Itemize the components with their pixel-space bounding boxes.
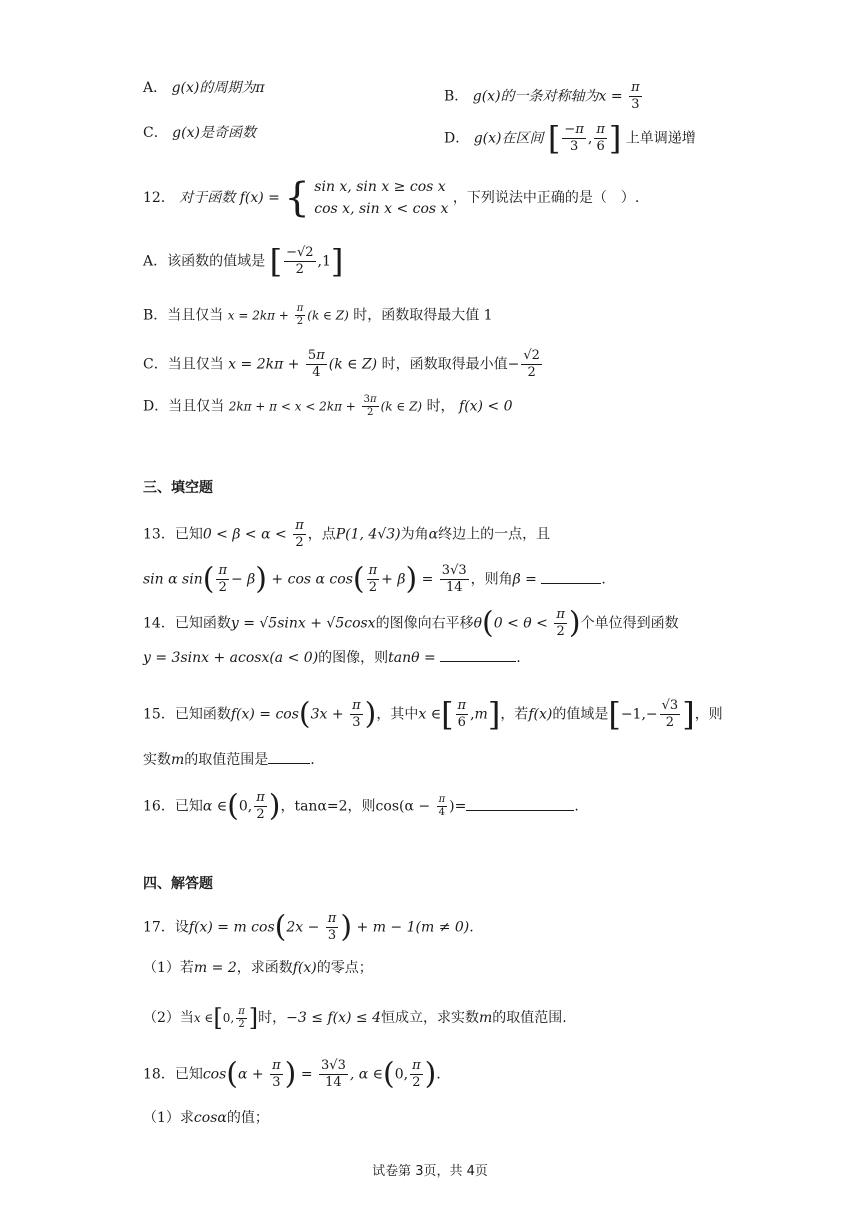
q17-p2-label: （2）当: [143, 1010, 194, 1026]
q12-case-1: sin x, sin x ≥ cos x: [314, 179, 446, 195]
q15-answer-blank[interactable]: [268, 751, 310, 764]
q13-alpha: α: [428, 526, 439, 543]
q12-option-b-cond: (k ∈ Z): [307, 308, 349, 323]
q14-line-1: 14．已知函数y = √5sinx + √5cosx的图像向右平移θ(0 < θ < $\frac{\pi}{2}$ )个单位得到函数: [143, 605, 679, 641]
q18-equals: =: [296, 1066, 318, 1083]
q17-p2-m: m: [478, 1010, 493, 1026]
q12-option-b-math: x = 2kπ +: [227, 308, 293, 323]
q14-text-2: 个单位得到函数: [580, 615, 679, 632]
q11-option-d-text: g(x)在区间: [473, 130, 544, 147]
q13-text-3: 终边上的一点，且: [438, 526, 551, 543]
fraction-pi-over-3: $\frac{\pi}{3}$: [631, 80, 640, 112]
q15-fx: f(x): [528, 706, 553, 723]
q13-text-4: ，则角: [470, 571, 513, 588]
q14-tan: tanθ =: [388, 650, 441, 666]
q18-p1-tail: 的值；: [226, 1110, 269, 1126]
q12-case-2: cos x, sin x < cos x: [314, 201, 449, 217]
section-3-title: 三、填空题: [143, 480, 213, 496]
q12-option-c-cond: (k ∈ Z): [328, 356, 378, 373]
q12-option-a-text: A．该函数的值域是: [143, 253, 266, 270]
q12-option-d-cond: (k ∈ Z): [380, 399, 423, 414]
q11-option-c: [143, 123, 256, 143]
q11-option-d-label: D．: [444, 130, 470, 147]
q14-theta: θ: [473, 615, 483, 632]
q13-number: 13．已知: [143, 526, 203, 543]
q11-option-d-suffix: 上单调递增: [625, 130, 696, 147]
q17-part-2: （2）当x ∈[0, $\frac{\pi}{2}$ ]时，−3 ≤ f(x) ≤ 4恒成立，求实数m的取值范围.: [143, 1004, 567, 1032]
q12-option-d: D．当且仅当 2kπ + π < x < 2kπ + $\frac{3\pi}{2}$ (k ∈ Z) 时， f(x) < 0: [143, 394, 513, 418]
q17-p1-text: ，求函数: [236, 960, 293, 976]
q14-text-3: 的图像，则: [318, 650, 389, 666]
q11-option-c-label: C．: [143, 125, 168, 141]
q14-period: .: [516, 650, 521, 666]
q18-alpha-in: , α ∈: [349, 1066, 384, 1083]
q13-answer-blank[interactable]: [541, 571, 601, 584]
q13-beta: β =: [512, 571, 542, 588]
q14-function: y = √5sinx + √5cosx: [230, 615, 376, 632]
q17-function-tail: + m − 1: [352, 919, 416, 936]
q17-period: .: [469, 919, 474, 936]
q12-option-c-prefix: C．当且仅当: [143, 356, 224, 373]
q15-line-1: 15．已知函数f(x) = cos(3x + $\frac{\pi}{3}$ )，其中x ∈[ $\frac{\pi}{6}$ ,m]，若f(x)的值域是[−1,− $\frac{√3}{2}$ ]，则: [143, 695, 723, 734]
q17-p2-domain: x ∈: [193, 1011, 214, 1025]
q12-stem-suffix: ，下列说法中正确的是（ ）.: [452, 190, 640, 206]
section-4-title: 四、解答题: [143, 876, 213, 892]
q17-condition: (m ≠ 0): [415, 919, 470, 936]
q13-text-2: 为角: [400, 526, 429, 543]
q18-part-1: [143, 1108, 269, 1128]
q12-option-a: A．该函数的值域是 [ $\frac{-√2}{2}$ ,1]: [143, 242, 344, 281]
q13-point: P(1, 4√3): [335, 526, 401, 543]
q16-answer-blank[interactable]: [466, 798, 574, 811]
q12-option-b-suffix: 时，函数取得最大值 1: [353, 307, 493, 324]
page-footer: 试卷第 3页，共 4页: [372, 1164, 488, 1179]
q12-option-c: C．当且仅当 x = 2kπ + $\frac{5\pi}{4}$ (k ∈ Z) 时，函数取得最小值− $\frac{√2}{2}$: [143, 348, 540, 380]
q11-option-a-text: g(x)的周期为π: [171, 80, 265, 96]
q15-text-1: ，其中: [376, 706, 419, 723]
q17-p2-tail: 的取值范围.: [492, 1010, 567, 1026]
q17-p2-inequality: −3 ≤ f(x) ≤ 4: [286, 1010, 381, 1026]
q12-option-d-math: 2kπ + π < x < 2kπ +: [228, 399, 360, 414]
q11-option-c-text: g(x)是奇函数: [172, 125, 256, 141]
q13-inequality: 0 < β < α <: [202, 526, 292, 543]
q17-p1-tail: 的零点；: [316, 960, 373, 976]
q12-cases: [314, 176, 448, 220]
q12-option-b-prefix: B．当且仅当: [143, 307, 224, 324]
q13-text-1: ，点: [307, 526, 336, 543]
q12-stem-prefix: 对于函数 f(x) =: [179, 190, 285, 206]
q11-option-a-label: A．: [143, 80, 168, 96]
q14-answer-blank[interactable]: [440, 649, 516, 662]
q15-text-2: ，若: [500, 706, 529, 723]
q17-function: f(x) = m cos: [188, 919, 275, 936]
q15-m: m: [171, 752, 185, 768]
q17-p2-text-1: 时，: [258, 1010, 287, 1026]
q13-cos-expr: + cos α cos: [266, 571, 353, 588]
q11-option-d: D． g(x)在区间 [ $\frac{-\pi}{3}$ , $\frac{\pi}{6}$ ] 上单调递增: [444, 119, 696, 158]
q15-line-2: [143, 750, 315, 770]
q16-line: 16．已知α ∈(0, $\frac{\pi}{2}$ )，tanα=2，则cos(α − $\frac{\pi}{4}$ )= .: [143, 788, 579, 824]
q11-option-b: [444, 80, 644, 113]
q16-number: 16．已知: [143, 798, 203, 815]
q16-text-1: ，tanα=2，则: [280, 798, 376, 815]
q12-option-d-suffix: 时，: [426, 398, 455, 415]
q15-text-6: 的取值范围是: [184, 752, 269, 768]
q15-number: 15．已知函数: [143, 706, 231, 723]
q12-option-c-suffix: 时，函数取得最小值: [381, 356, 508, 373]
q12-option-c-math: x = 2kπ +: [228, 356, 304, 373]
q15-text-4: ，则: [694, 706, 723, 723]
q17-number: 17．设: [143, 919, 189, 936]
q12-option-d-prefix: D．当且仅当: [143, 398, 225, 415]
q13-equals: =: [417, 571, 438, 588]
q16-alpha-in: α ∈: [202, 798, 228, 815]
q15-text-3: 的值域是: [552, 706, 609, 723]
q13-line-2: sin α sin( $\frac{\pi}{2}$ − β) + cos α cos( $\frac{\pi}{2}$ + β) = $\frac{3√3}{14}$ ，则角β = .: [143, 561, 606, 597]
q16-cos-expr: cos(α −: [375, 798, 435, 815]
q17-p2-text-2: 恒成立，求实数: [380, 1010, 479, 1026]
q13-period: .: [601, 571, 606, 588]
q14-number: 14．已知函数: [143, 615, 231, 632]
q18-stem: 18．已知cos(α + $\frac{\pi}{3}$ ) = $\frac{3√3}{14}$ , α ∈(0, $\frac{\pi}{2}$ )．: [143, 1056, 451, 1092]
q16-equals: )=: [449, 798, 467, 815]
q17-p1-fx: f(x): [292, 960, 317, 976]
q12-number: 12．: [143, 190, 175, 206]
q16-period: .: [574, 798, 579, 815]
q15-domain: x ∈: [418, 706, 442, 723]
q15-function: f(x) = cos: [230, 706, 299, 723]
q13-line-1: 13．已知0 < β < α < $\frac{\pi}{2}$ ，点P(1, 4√3)为角α终边上的一点，且: [143, 518, 551, 550]
q11-option-b-label: B．: [444, 88, 469, 105]
q18-p1-label: （1）求: [143, 1110, 194, 1126]
q17-p1-label: （1）若: [143, 960, 194, 976]
q12-option-d-tail: f(x) < 0: [459, 398, 513, 415]
q15-period: .: [310, 752, 315, 768]
q18-p1-cos: cosα: [193, 1110, 227, 1126]
q14-line-2: [143, 648, 521, 668]
q17-stem: 17．设f(x) = m cos(2x − $\frac{\pi}{3}$ ) + m − 1(m ≠ 0).: [143, 909, 474, 945]
q18-period: ．: [436, 1066, 451, 1083]
q12-option-b: B．当且仅当 x = 2kπ + $\frac{\pi}{2}$ (k ∈ Z) 时，函数取得最大值 1: [143, 303, 493, 327]
q18-cos: cos: [202, 1066, 227, 1083]
q17-part-1: [143, 958, 373, 978]
q13-sin-expr: sin α sin: [143, 571, 203, 588]
q11-option-a: [143, 78, 265, 98]
q17-p1-m: m = 2: [193, 960, 237, 976]
q11-option-b-text: g(x)的一条对称轴为x =: [472, 88, 628, 105]
q12-stem: 12． 对于函数 f(x) = { sin x, sin x ≥ cos x cos x, sin x < cos x ，下列说法中正确的是（ ）.: [143, 175, 640, 221]
q14-target-function: y = 3sinx + acosx(a < 0): [143, 650, 319, 666]
q14-text-1: 的图像向右平移: [375, 615, 474, 632]
q15-text-5: 实数: [143, 752, 171, 768]
q18-number: 18．已知: [143, 1066, 203, 1083]
